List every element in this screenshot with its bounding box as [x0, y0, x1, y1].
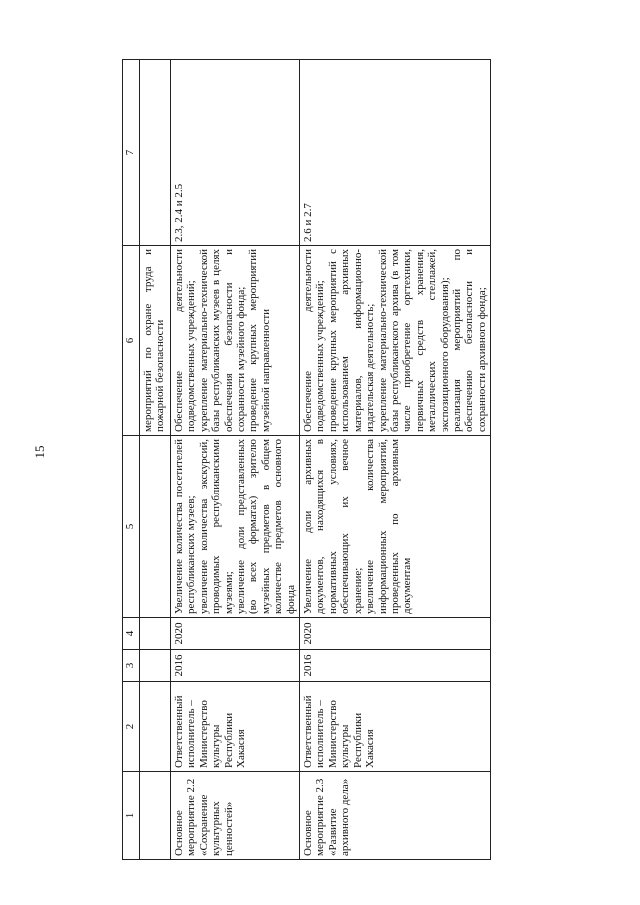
- continuation-row: [140, 60, 171, 860]
- column-header: 4: [123, 618, 140, 650]
- column-header: 6: [123, 246, 140, 436]
- measure-name: Основное мероприятие 2.3 «Развитие архивного дела»: [300, 772, 491, 860]
- column-header: 1: [123, 772, 140, 860]
- continuation-text: мероприятий по охране труда и пожарной безопасности: [140, 246, 171, 436]
- indicator-links: 2.3, 2.4 и 2.5: [171, 60, 300, 246]
- program-table: [122, 59, 491, 860]
- page-number: 15: [32, 445, 47, 459]
- expected-results: Увеличение количества посетителей республиканских музеев; увеличение количества экскурсий, проводимых республиканскими музеями; увеличение доли представленных (во всех форматах) зрителю музейных предметов в общем количестве предметов основного фонда: [171, 436, 300, 618]
- main-directions: Обеспечение деятельности подведомственных учреждений; укрепление материально-технической базы республиканских музеев в целях обеспечения безопасности и сохранности музейного фонда; проведение крупных мероприятий музейной направленности: [171, 246, 300, 436]
- main-directions: Обеспечение деятельности подведомственных учреждений; проведение крупных мероприятий с использованием архивных материалов, информационно-издательская деятельность; укрепление материально-технической базы республиканского архива (в том числе приобретение оргтехники, первичных средств хранения, металлических стеллажей, экспозиционного оборудования); реализация мероприятий по обеспечению безопасности и сохранности архивного фонда;: [300, 246, 491, 436]
- column-header: 7: [123, 60, 140, 246]
- end-year: 2020: [171, 618, 300, 650]
- executor: Ответственный исполнитель – Министерство культуры Республики Хакасия: [300, 682, 491, 772]
- table-row: [171, 60, 300, 860]
- column-header: 5: [123, 436, 140, 618]
- start-year: 2016: [300, 650, 491, 682]
- column-header: 3: [123, 650, 140, 682]
- table-row: [300, 60, 491, 860]
- measure-name: Основное мероприятие 2.2 «Сохранение культурных ценностей»: [171, 772, 300, 860]
- end-year: 2020: [300, 618, 491, 650]
- start-year: 2016: [171, 650, 300, 682]
- executor: Ответственный исполнитель – Министерство культуры Республики Хакасия: [171, 682, 300, 772]
- rotated-page: [122, 60, 622, 860]
- indicator-links: 2.6 и 2.7: [300, 60, 491, 246]
- expected-results: Увеличение доли архивных документов, находящихся в нормативных условиях, обеспечивающих их вечное хранение; увеличение количества информационных мероприятий, проведенных по архивным документам: [300, 436, 491, 618]
- header-row: [123, 60, 140, 860]
- column-header: 2: [123, 682, 140, 772]
